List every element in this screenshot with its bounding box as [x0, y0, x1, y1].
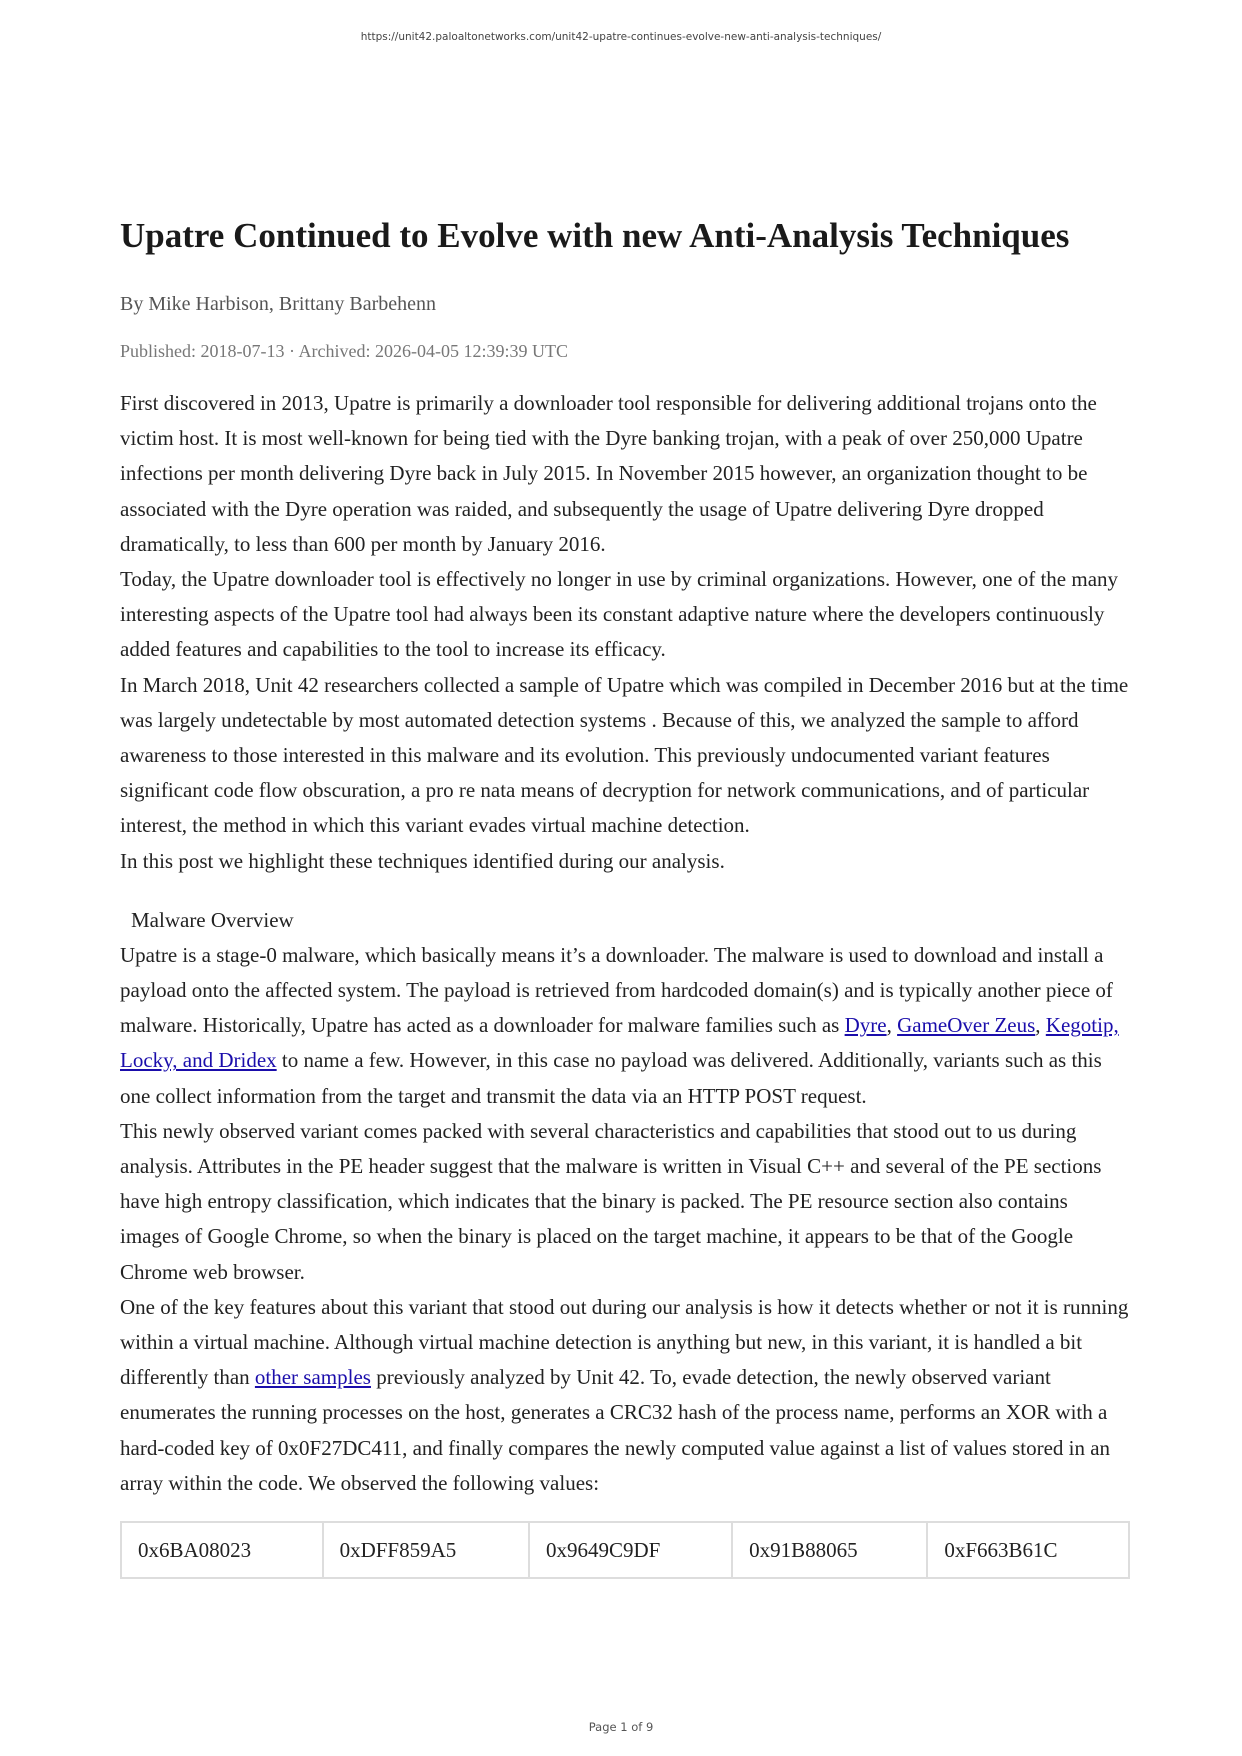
article-meta: Published: 2018-07-13 · Archived: 2026-04-05 12:39:39 UTC: [120, 341, 568, 361]
section-heading: Malware Overview: [131, 907, 294, 932]
paragraph: First discovered in 2013, Upatre is primarily a downloader tool responsible for delivering additional trojans onto the victim host. It is most well-known for being tied with the Dyre banking trojan, with a peak of over 250,000 Upatre infections per month delivering Dyre back in July 2015. In November 2015 however, an organization thought to be associated with the Dyre operation was raided, and subsequently the usage of Upatre delivering Dyre dropped dramatically, to less than 600 per month by January 2016.: [120, 391, 1097, 556]
article-body: [120, 386, 1130, 1501]
page-number: Page 1 of 9: [588, 1720, 654, 1734]
text: ,: [1035, 1013, 1046, 1038]
text: to name a few. However, in this case no payload was delivered. Additionally, variants such as this one collect information from the target and transmit the data via an HTTP POST request.: [120, 1048, 1102, 1108]
article-title: Upatre Continued to Evolve with new Anti-Analysis Techniques: [120, 216, 1070, 255]
paragraph: This newly observed variant comes packed with several characteristics and capabilities that stood out to us during analysis. Attributes in the PE header suggest that the malware is written in Visual C++ and several of the PE sections have high entropy classification, which indicates that the binary is packed. The PE resource section also contains images of Google Chrome, so when the binary is placed on the target machine, it appears to be that of the Google Chrome web browser.: [120, 1118, 1102, 1284]
link-other-samples[interactable]: other samples: [254, 1365, 371, 1390]
paragraph: [120, 1290, 1130, 1501]
article-byline: By Mike Harbison, Brittany Barbehenn: [120, 293, 437, 315]
text: Upatre is a stage-0 malware, which basically means it’s a downloader. The malware is used to download and install a payload onto the affected system. The payload is retrieved from hardcoded domain(s) and is typically another piece of malware. Historically, Upatre has acted as a downloader for malware families such as: [120, 942, 1113, 1038]
table-cell: 0x91B88065: [732, 1522, 927, 1578]
table-cell: 0x9649C9DF: [529, 1522, 732, 1578]
paragraph: [120, 938, 1130, 1114]
link-kegotip-locky-dridex[interactable]: Kegotip, Locky, and Dridex: [120, 1013, 1119, 1073]
table-cell: 0x6BA08023: [121, 1522, 323, 1578]
article: [120, 210, 1130, 1579]
link-gameover-zeus[interactable]: GameOver Zeus: [897, 1013, 1036, 1038]
paragraph: Today, the Upatre downloader tool is effectively no longer in use by criminal organizations. However, one of the many interesting aspects of the Upatre tool had always been its constant adaptive nature where the developers continuously added features and capabilities to the tool to increase its efficacy.: [120, 567, 1119, 662]
text: One of the key features about this variant that stood out during our analysis is how it detects whether or not it is running within a virtual machine. Although virtual machine detection is anything but new, in this variant, it is handled a bit differently than: [120, 1294, 1129, 1390]
link-dyre[interactable]: Dyre: [844, 1013, 887, 1038]
paragraph: In March 2018, Unit 42 researchers collected a sample of Upatre which was compiled in December 2016 but at the time was largely undetectable by most automated detection systems . Because of this, we analyzed the sample to afford awareness to those interested in this malware and its evolution. This previously undocumented variant features significant code flow obscuration, a pro re nata means of decryption for network communications, and of particular interest, the method in which this variant evades virtual machine detection.: [120, 672, 1129, 838]
paragraph: In this post we highlight these techniques identified during our analysis.: [120, 848, 725, 873]
text: previously analyzed by Unit 42. To, evade detection, the newly observed variant enumerates the running processes on the host, generates a CRC32 hash of the process name, performs an XOR with a hard-coded key of 0x0F27DC411, and finally compares the newly computed value against a list of values stored in an array within the code. We observed the following values:: [120, 1365, 1111, 1495]
page-url: https://unit42.paloaltonetworks.com/unit42-upatre-continues-evolve-new-anti-analysis-techniques/: [360, 31, 882, 43]
table-row: [121, 1522, 1129, 1578]
table-cell: 0xF663B61C: [927, 1522, 1129, 1578]
values-table: [120, 1521, 1130, 1579]
table-cell: 0xDFF859A5: [323, 1522, 529, 1578]
text: ,: [886, 1013, 898, 1038]
